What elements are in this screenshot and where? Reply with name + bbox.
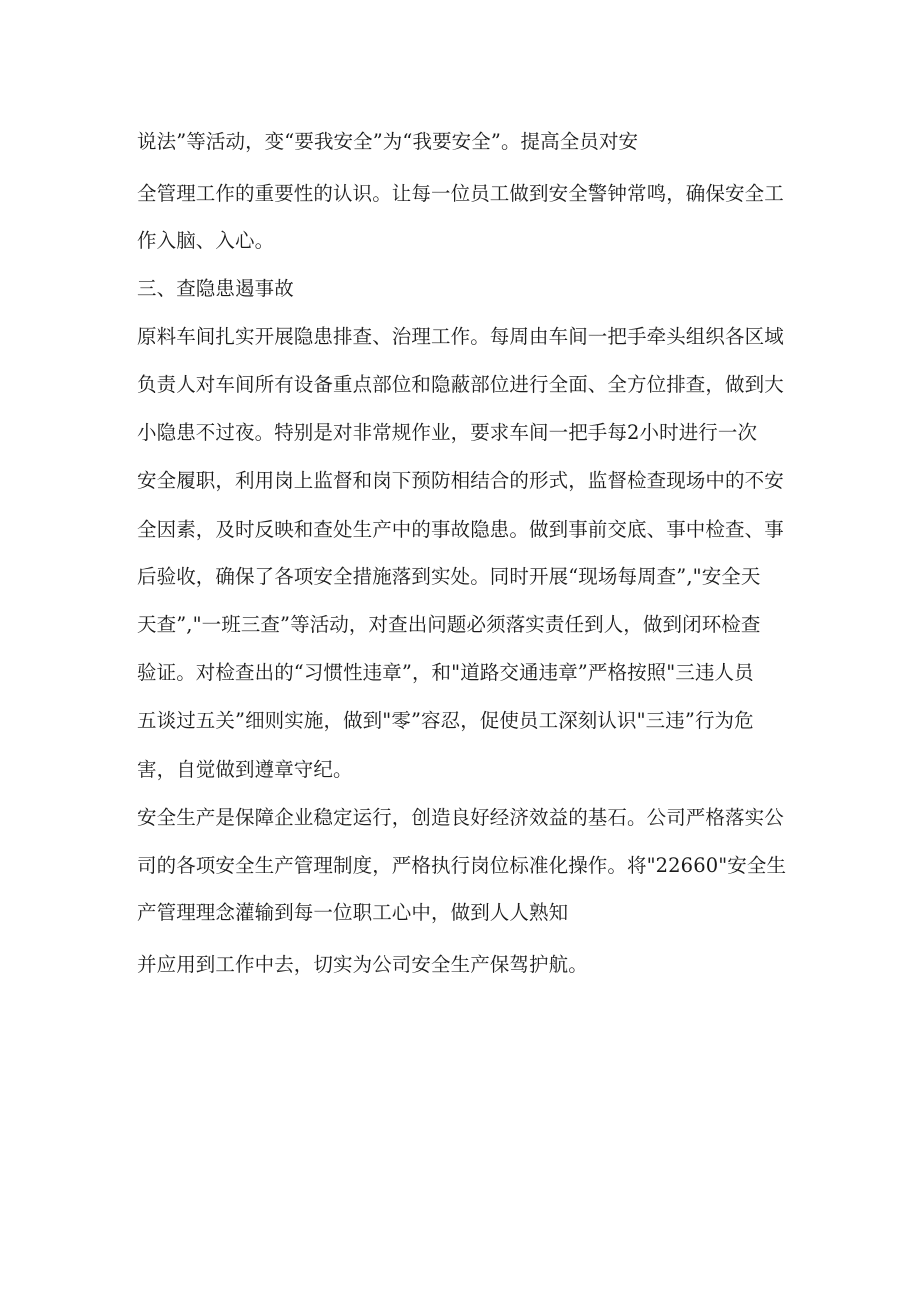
text-line-13: 五谈过五关”细则实施，做到"零”容忍，促使员工深刻认识"三违”行为危 (137, 709, 754, 732)
text-line-5: 原料车间扎实开展隐患排查、治理工作。每周由车间一把手牵头组织各区域 (137, 325, 784, 348)
text-line-10: 后验收，确保了各项安全措施落到实处。同时开展“现场每周查”,"安全天 (137, 565, 761, 588)
text-line-15: 安全生产是保障企业稳定运行，创造良好经济效益的基石。公司严格落实公 (137, 806, 784, 829)
text-line-2: 全管理工作的重要性的认识。让每一位员工做到安全警钟常鸣，确保安全工 (137, 182, 784, 205)
text-line-16: 司的各项安全生产管理制度，严格执行岗位标准化操作。将"22660"安全生 (137, 854, 787, 877)
text-line-17: 产管理理念灌输到每一位职工心中，做到人人熟知 (137, 901, 569, 924)
text-line-14: 害，自觉做到遵章守纪。 (137, 758, 353, 781)
text-line-1: 说法”等活动，变“要我安全”为“我要安全”。提高全员对安 (137, 130, 639, 153)
text-line-3: 作入脑、入心。 (137, 229, 275, 252)
text-line-12: 验证。对检查出的“习惯性违章”，和"道路交通违章”严格按照"三违人员 (137, 661, 754, 684)
text-line-6: 负责人对车间所有设备重点部位和隐蔽部位进行全面、全方位排查，做到大 (137, 373, 784, 396)
section-heading: 三、查隐患遏事故 (137, 277, 294, 300)
text-line-7: 小隐患不过夜。特别是对非常规作业，要求车间一把手每2小时进行一次 (137, 421, 758, 444)
text-line-11: 天查”,"一班三查”等活动，对查出问题必须落实责任到人，做到闭环检查 (137, 613, 761, 636)
text-line-8: 安全履职，利用岗上监督和岗下预防相结合的形式，监督检查现场中的不安 (137, 469, 784, 492)
text-line-9: 全因素，及时反映和查处生产中的事故隐患。做到事前交底、事中检查、事 (137, 518, 784, 541)
text-line-18: 并应用到工作中去，切实为公司安全生产保驾护航。 (137, 953, 588, 976)
